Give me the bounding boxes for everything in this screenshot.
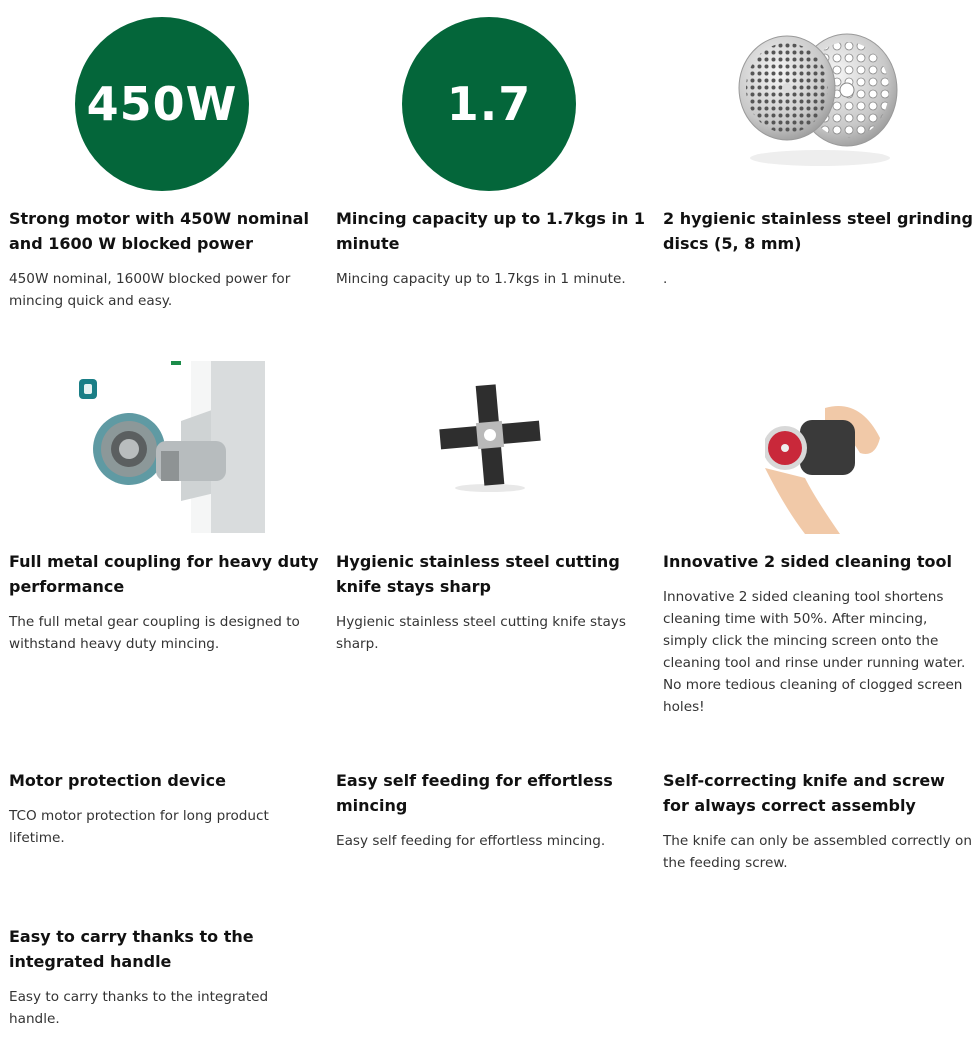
grinding-discs-image (735, 28, 905, 178)
capacity-badge-image (402, 17, 576, 191)
feature-description: The knife can only be assembled correctly on the feeding screw. (663, 833, 972, 871)
feature-cutting-knife (336, 549, 648, 655)
feature-self-feeding (336, 768, 648, 852)
feature-title: 2 hygienic stainless steel grinding discs (5, 8 mm) (663, 209, 973, 253)
power-badge-text: 450W (86, 77, 238, 131)
feature-title: Innovative 2 sided cleaning tool (663, 552, 952, 571)
feature-title: Easy self feeding for effortless mincing (336, 771, 613, 815)
feature-self-correcting-knife (663, 768, 975, 874)
feature-description: Innovative 2 sided cleaning tool shortens cleaning time with 50%. After mincing, simply click the mincing screen onto the cleaning tool and rinse under running water. No more tedious cleaning of clogged screen holes! (663, 589, 966, 715)
feature-motor-protection (9, 768, 321, 849)
feature-description: Easy to carry thanks to the integrated handle. (9, 989, 269, 1027)
feature-carry-handle (9, 924, 321, 1030)
feature-title: Mincing capacity up to 1.7kgs in 1 minute (336, 209, 646, 253)
feature-title: Easy to carry thanks to the integrated handle (9, 927, 254, 971)
feature-metal-coupling (9, 549, 321, 655)
feature-description: . (663, 271, 668, 287)
feature-description: The full metal gear coupling is designed to withstand heavy duty mincing. (9, 614, 300, 652)
cleaning-tool-image (765, 398, 883, 534)
feature-grinding-discs (663, 206, 975, 290)
feature-description: Hygienic stainless steel cutting knife stays sharp. (336, 614, 626, 652)
feature-strong-motor (9, 206, 321, 312)
feature-title: Hygienic stainless steel cutting knife stays sharp (336, 552, 620, 596)
feature-description: 450W nominal, 1600W blocked power for mincing quick and easy. (9, 271, 291, 309)
feature-title: Full metal coupling for heavy duty performance (9, 552, 319, 596)
feature-title: Motor protection device (9, 771, 226, 790)
feature-description: Easy self feeding for effortless mincing. (336, 833, 606, 849)
feature-description: TCO motor protection for long product lifetime. (9, 808, 269, 846)
metal-coupling-image (61, 361, 265, 533)
feature-title: Self-correcting knife and screw for always correct assembly (663, 771, 945, 815)
capacity-badge-text: 1.7 (446, 77, 532, 131)
power-badge-image (75, 17, 249, 191)
feature-mincing-capacity (336, 206, 648, 290)
feature-title: Strong motor with 450W nominal and 1600 W blocked power (9, 209, 309, 253)
feature-description: Mincing capacity up to 1.7kgs in 1 minute. (336, 271, 626, 287)
feature-cleaning-tool (663, 549, 975, 718)
cutting-knife-image (430, 380, 550, 495)
